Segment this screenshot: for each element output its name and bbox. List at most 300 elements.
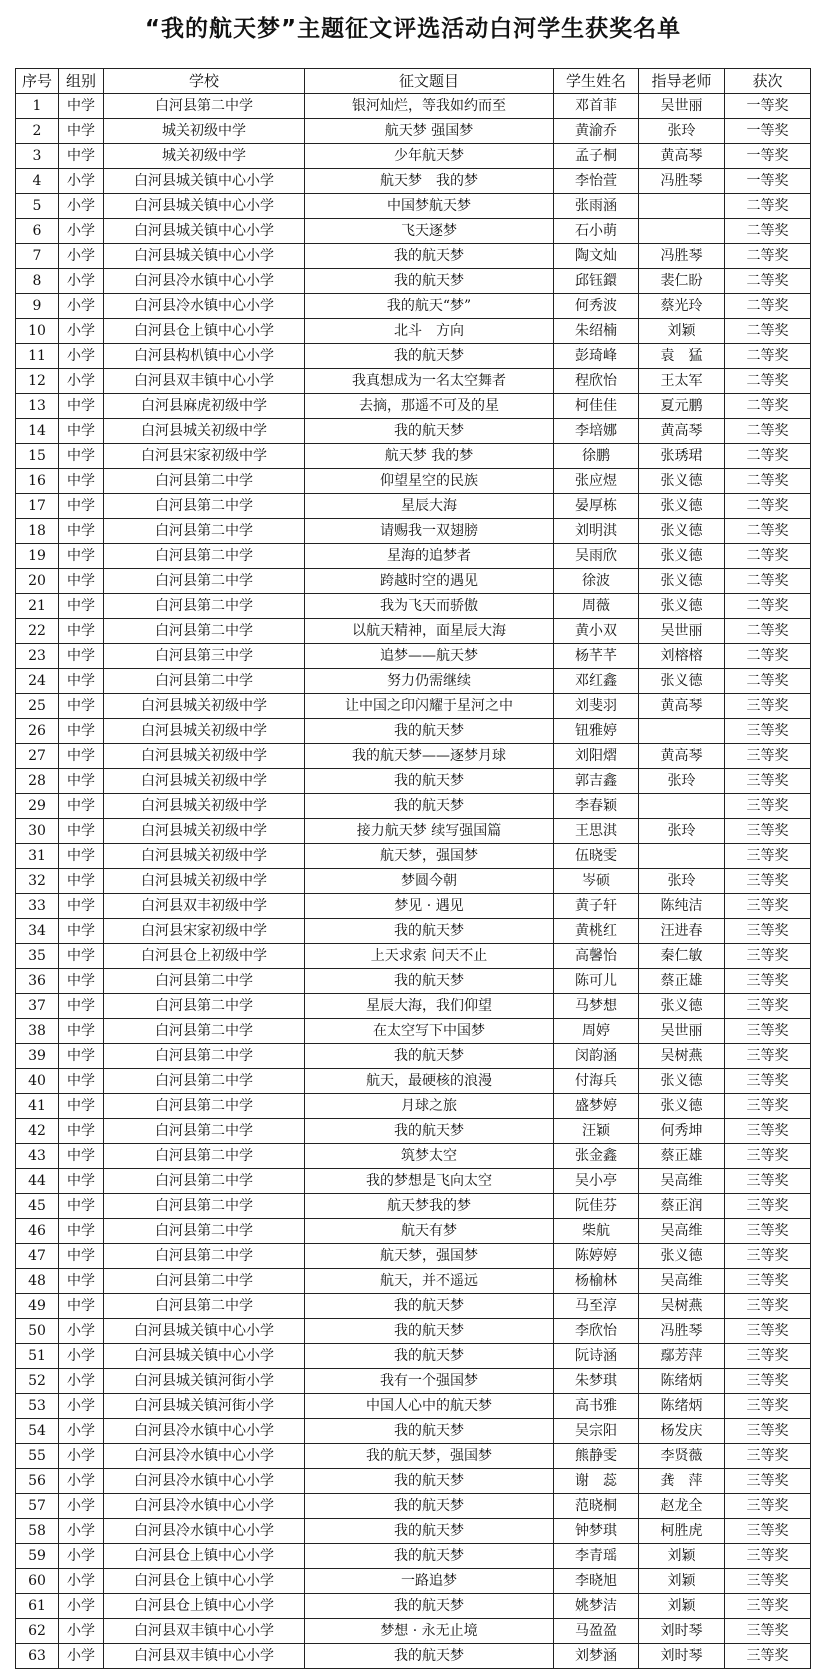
cell-serial-number: 27 (16, 744, 59, 769)
cell-essay-title: 星海的追梦者 (305, 544, 554, 569)
cell-essay-title: 我的航天梦 (305, 1519, 554, 1544)
cell-teacher: 陈纯洁 (639, 894, 725, 919)
cell-student-name: 陈婷婷 (554, 1244, 639, 1269)
table-row (16, 244, 811, 269)
cell-serial-number: 49 (16, 1294, 59, 1319)
cell-serial-number: 46 (16, 1219, 59, 1244)
cell-award: 二等奖 (725, 394, 811, 419)
cell-teacher: 吴世丽 (639, 94, 725, 119)
cell-serial-number: 8 (16, 269, 59, 294)
cell-award: 二等奖 (725, 494, 811, 519)
cell-award: 三等奖 (725, 869, 811, 894)
cell-award: 三等奖 (725, 1244, 811, 1269)
cell-student-name: 周薇 (554, 594, 639, 619)
cell-serial-number: 51 (16, 1344, 59, 1369)
cell-teacher: 吴世丽 (639, 1019, 725, 1044)
cell-student-name: 吴雨欣 (554, 544, 639, 569)
table-row (16, 144, 811, 169)
cell-student-name: 何秀波 (554, 294, 639, 319)
table-row (16, 594, 811, 619)
cell-essay-title: 我为飞天而骄傲 (305, 594, 554, 619)
cell-essay-title: 我的航天“梦” (305, 294, 554, 319)
cell-teacher: 张义德 (639, 494, 725, 519)
cell-award: 二等奖 (725, 519, 811, 544)
cell-group: 中学 (59, 1194, 104, 1219)
table-row (16, 994, 811, 1019)
cell-group: 小学 (59, 1344, 104, 1369)
cell-school: 白河县城关初级中学 (104, 819, 305, 844)
cell-award: 二等奖 (725, 469, 811, 494)
cell-group: 小学 (59, 219, 104, 244)
cell-award: 三等奖 (725, 1369, 811, 1394)
table-row (16, 269, 811, 294)
cell-group: 中学 (59, 794, 104, 819)
cell-serial-number: 32 (16, 869, 59, 894)
cell-essay-title: 我真想成为一名太空舞者 (305, 369, 554, 394)
cell-student-name: 黄渝乔 (554, 119, 639, 144)
cell-group: 中学 (59, 1219, 104, 1244)
cell-essay-title: 我的航天梦 (305, 1594, 554, 1619)
cell-school: 白河县第二中学 (104, 1019, 305, 1044)
cell-group: 小学 (59, 1519, 104, 1544)
cell-serial-number: 43 (16, 1144, 59, 1169)
cell-teacher: 鄢芳萍 (639, 1344, 725, 1369)
cell-award: 三等奖 (725, 1294, 811, 1319)
cell-essay-title: 航天有梦 (305, 1219, 554, 1244)
cell-student-name: 周婷 (554, 1019, 639, 1044)
cell-student-name: 闵韵涵 (554, 1044, 639, 1069)
cell-teacher (639, 194, 725, 219)
cell-award: 一等奖 (725, 169, 811, 194)
cell-group: 中学 (59, 744, 104, 769)
cell-serial-number: 57 (16, 1494, 59, 1519)
cell-school: 白河县第二中学 (104, 544, 305, 569)
cell-group: 中学 (59, 1094, 104, 1119)
cell-student-name: 陶文灿 (554, 244, 639, 269)
cell-essay-title: 接力航天梦 续写强国篇 (305, 819, 554, 844)
cell-teacher: 张义德 (639, 519, 725, 544)
cell-student-name: 黄桃红 (554, 919, 639, 944)
cell-student-name: 岑硕 (554, 869, 639, 894)
table-row (16, 1169, 811, 1194)
cell-serial-number: 26 (16, 719, 59, 744)
cell-group: 小学 (59, 1494, 104, 1519)
cell-award: 三等奖 (725, 1419, 811, 1444)
cell-group: 中学 (59, 719, 104, 744)
award-list-table (15, 68, 811, 1669)
cell-school: 白河县第二中学 (104, 469, 305, 494)
cell-teacher: 杨发庆 (639, 1419, 725, 1444)
cell-student-name: 吴小亭 (554, 1169, 639, 1194)
cell-serial-number: 13 (16, 394, 59, 419)
table-row (16, 544, 811, 569)
table-row (16, 344, 811, 369)
cell-school: 白河县第二中学 (104, 1069, 305, 1094)
cell-serial-number: 42 (16, 1119, 59, 1144)
cell-serial-number: 3 (16, 144, 59, 169)
cell-group: 小学 (59, 1419, 104, 1444)
cell-teacher: 吴高维 (639, 1169, 725, 1194)
header-student-name: 学生姓名 (554, 69, 639, 94)
cell-group: 中学 (59, 469, 104, 494)
cell-essay-title: 银河灿烂，等我如约而至 (305, 94, 554, 119)
cell-group: 中学 (59, 769, 104, 794)
cell-serial-number: 37 (16, 994, 59, 1019)
cell-award: 二等奖 (725, 444, 811, 469)
cell-serial-number: 41 (16, 1094, 59, 1119)
cell-essay-title: 我的航天梦 (305, 1494, 554, 1519)
cell-group: 中学 (59, 544, 104, 569)
cell-serial-number: 31 (16, 844, 59, 869)
table-row (16, 1569, 811, 1594)
cell-school: 白河县城关初级中学 (104, 844, 305, 869)
cell-school: 白河县宋家初级中学 (104, 444, 305, 469)
cell-teacher: 黄高琴 (639, 419, 725, 444)
cell-school: 白河县第二中学 (104, 519, 305, 544)
cell-award: 三等奖 (725, 1619, 811, 1644)
cell-student-name: 张金鑫 (554, 1144, 639, 1169)
cell-essay-title: 我的航天梦 (305, 1644, 554, 1669)
cell-student-name: 晏厚栋 (554, 494, 639, 519)
cell-school: 白河县第二中学 (104, 1044, 305, 1069)
cell-essay-title: 上天求索 问天不止 (305, 944, 554, 969)
cell-school: 白河县城关镇中心小学 (104, 169, 305, 194)
table-body (16, 94, 811, 1669)
cell-award: 三等奖 (725, 1444, 811, 1469)
cell-teacher: 张玲 (639, 119, 725, 144)
table-row (16, 1019, 811, 1044)
cell-school: 白河县城关镇中心小学 (104, 244, 305, 269)
cell-essay-title: 我的航天梦 (305, 1544, 554, 1569)
cell-award: 三等奖 (725, 944, 811, 969)
cell-teacher: 刘榕榕 (639, 644, 725, 669)
cell-award: 三等奖 (725, 1469, 811, 1494)
cell-award: 一等奖 (725, 94, 811, 119)
cell-school: 白河县城关镇中心小学 (104, 1319, 305, 1344)
cell-group: 小学 (59, 1469, 104, 1494)
cell-student-name: 马至淳 (554, 1294, 639, 1319)
cell-school: 白河县城关初级中学 (104, 694, 305, 719)
table-row (16, 1069, 811, 1094)
cell-award: 三等奖 (725, 1394, 811, 1419)
cell-group: 中学 (59, 1269, 104, 1294)
cell-award: 三等奖 (725, 1519, 811, 1544)
cell-student-name: 马盈盈 (554, 1619, 639, 1644)
cell-student-name: 阮佳芬 (554, 1194, 639, 1219)
cell-essay-title: 我的航天梦 (305, 769, 554, 794)
cell-group: 中学 (59, 944, 104, 969)
cell-award: 三等奖 (725, 744, 811, 769)
cell-school: 白河县第二中学 (104, 1169, 305, 1194)
cell-essay-title: 航天梦 强国梦 (305, 119, 554, 144)
cell-essay-title: 航天梦 我的梦 (305, 444, 554, 469)
cell-award: 二等奖 (725, 544, 811, 569)
cell-award: 三等奖 (725, 1494, 811, 1519)
cell-award: 二等奖 (725, 669, 811, 694)
cell-award: 三等奖 (725, 1094, 811, 1119)
cell-student-name: 张应煜 (554, 469, 639, 494)
cell-school: 白河县城关镇中心小学 (104, 194, 305, 219)
cell-student-name: 伍晓雯 (554, 844, 639, 869)
cell-group: 小学 (59, 369, 104, 394)
cell-award: 三等奖 (725, 1594, 811, 1619)
table-row (16, 294, 811, 319)
table-row (16, 1419, 811, 1444)
table-row (16, 1444, 811, 1469)
cell-serial-number: 60 (16, 1569, 59, 1594)
cell-serial-number: 19 (16, 544, 59, 569)
cell-serial-number: 23 (16, 644, 59, 669)
cell-teacher: 柯胜虎 (639, 1519, 725, 1544)
table-row (16, 519, 811, 544)
cell-student-name: 王思淇 (554, 819, 639, 844)
cell-school: 城关初级中学 (104, 144, 305, 169)
cell-teacher: 刘时琴 (639, 1644, 725, 1669)
table-row (16, 419, 811, 444)
cell-student-name: 李欣怡 (554, 1319, 639, 1344)
table-row (16, 569, 811, 594)
cell-essay-title: 梦圆今朝 (305, 869, 554, 894)
cell-group: 小学 (59, 1619, 104, 1644)
cell-group: 小学 (59, 319, 104, 344)
cell-serial-number: 14 (16, 419, 59, 444)
cell-award: 三等奖 (725, 994, 811, 1019)
cell-serial-number: 44 (16, 1169, 59, 1194)
cell-serial-number: 17 (16, 494, 59, 519)
cell-essay-title: 我的航天梦 (305, 344, 554, 369)
cell-student-name: 李青瑶 (554, 1544, 639, 1569)
cell-serial-number: 54 (16, 1419, 59, 1444)
table-row (16, 719, 811, 744)
cell-group: 小学 (59, 1394, 104, 1419)
cell-award: 三等奖 (725, 1219, 811, 1244)
table-row (16, 944, 811, 969)
cell-student-name: 柯佳佳 (554, 394, 639, 419)
cell-teacher: 张义德 (639, 1244, 725, 1269)
cell-student-name: 付海兵 (554, 1069, 639, 1094)
cell-serial-number: 36 (16, 969, 59, 994)
cell-student-name: 李怡萱 (554, 169, 639, 194)
cell-group: 中学 (59, 619, 104, 644)
cell-student-name: 李晓旭 (554, 1569, 639, 1594)
cell-student-name: 钟梦琪 (554, 1519, 639, 1544)
header-row (16, 69, 811, 94)
cell-school: 白河县第二中学 (104, 569, 305, 594)
cell-award: 三等奖 (725, 1044, 811, 1069)
cell-serial-number: 18 (16, 519, 59, 544)
cell-student-name: 石小萌 (554, 219, 639, 244)
header-award: 获次 (725, 69, 811, 94)
cell-teacher (639, 719, 725, 744)
cell-essay-title: 我的航天梦 (305, 719, 554, 744)
cell-essay-title: 航天梦 我的梦 (305, 169, 554, 194)
cell-award: 二等奖 (725, 269, 811, 294)
cell-serial-number: 34 (16, 919, 59, 944)
cell-student-name: 孟子桐 (554, 144, 639, 169)
cell-group: 中学 (59, 569, 104, 594)
table-row (16, 319, 811, 344)
cell-serial-number: 62 (16, 1619, 59, 1644)
cell-serial-number: 59 (16, 1544, 59, 1569)
cell-teacher: 吴世丽 (639, 619, 725, 644)
table-row (16, 1594, 811, 1619)
cell-award: 二等奖 (725, 419, 811, 444)
cell-award: 三等奖 (725, 1194, 811, 1219)
cell-group: 中学 (59, 869, 104, 894)
cell-teacher (639, 844, 725, 869)
table-row (16, 1644, 811, 1669)
cell-essay-title: 去摘，那遥不可及的星 (305, 394, 554, 419)
cell-student-name: 杨榆林 (554, 1269, 639, 1294)
cell-essay-title: 月球之旅 (305, 1094, 554, 1119)
cell-essay-title: 中国人心中的航天梦 (305, 1394, 554, 1419)
cell-school: 白河县双丰初级中学 (104, 894, 305, 919)
cell-essay-title: 航天，最硬核的浪漫 (305, 1069, 554, 1094)
cell-school: 白河县第二中学 (104, 1194, 305, 1219)
cell-essay-title: 我的航天梦 (305, 1319, 554, 1344)
cell-teacher: 汪进春 (639, 919, 725, 944)
cell-group: 中学 (59, 669, 104, 694)
cell-essay-title: 我的航天梦 (305, 1044, 554, 1069)
cell-serial-number: 9 (16, 294, 59, 319)
table-row (16, 94, 811, 119)
cell-serial-number: 10 (16, 319, 59, 344)
cell-school: 白河县第二中学 (104, 1119, 305, 1144)
cell-student-name: 黄小双 (554, 619, 639, 644)
cell-school: 白河县第二中学 (104, 1144, 305, 1169)
document-title: “我的航天梦”主题征文评选活动白河学生获奖名单 (144, 16, 682, 42)
cell-school: 白河县第三中学 (104, 644, 305, 669)
cell-group: 中学 (59, 419, 104, 444)
cell-student-name: 徐鹏 (554, 444, 639, 469)
cell-serial-number: 4 (16, 169, 59, 194)
table-row (16, 644, 811, 669)
table-row (16, 1219, 811, 1244)
cell-award: 三等奖 (725, 769, 811, 794)
cell-group: 中学 (59, 519, 104, 544)
cell-award: 三等奖 (725, 1344, 811, 1369)
cell-essay-title: 我的航天梦，强国梦 (305, 1444, 554, 1469)
cell-teacher: 蔡正润 (639, 1194, 725, 1219)
cell-award: 三等奖 (725, 794, 811, 819)
cell-school: 白河县冷水镇中心小学 (104, 1469, 305, 1494)
cell-award: 一等奖 (725, 119, 811, 144)
cell-serial-number: 15 (16, 444, 59, 469)
cell-school: 白河县第二中学 (104, 1269, 305, 1294)
cell-award: 三等奖 (725, 1169, 811, 1194)
table-row (16, 1319, 811, 1344)
cell-award: 三等奖 (725, 719, 811, 744)
cell-teacher: 张义德 (639, 469, 725, 494)
cell-school: 白河县城关初级中学 (104, 744, 305, 769)
cell-award: 二等奖 (725, 644, 811, 669)
cell-school: 城关初级中学 (104, 119, 305, 144)
cell-essay-title: 追梦——航天梦 (305, 644, 554, 669)
cell-school: 白河县第二中学 (104, 619, 305, 644)
cell-essay-title: 我的航天梦 (305, 1469, 554, 1494)
cell-teacher: 张义德 (639, 544, 725, 569)
cell-student-name: 刘阳熠 (554, 744, 639, 769)
cell-serial-number: 21 (16, 594, 59, 619)
cell-school: 白河县双丰镇中心小学 (104, 1644, 305, 1669)
cell-essay-title: 少年航天梦 (305, 144, 554, 169)
cell-school: 白河县仓上镇中心小学 (104, 1569, 305, 1594)
cell-teacher: 刘颖 (639, 1594, 725, 1619)
table-row (16, 619, 811, 644)
cell-teacher: 冯胜琴 (639, 244, 725, 269)
cell-student-name: 朱梦琪 (554, 1369, 639, 1394)
cell-school: 白河县冷水镇中心小学 (104, 269, 305, 294)
cell-teacher: 王太军 (639, 369, 725, 394)
cell-school: 白河县城关初级中学 (104, 769, 305, 794)
cell-school: 白河县仓上镇中心小学 (104, 1544, 305, 1569)
cell-school: 白河县仓上镇中心小学 (104, 1594, 305, 1619)
cell-student-name: 谢 蕊 (554, 1469, 639, 1494)
cell-essay-title: 我的梦想是飞向太空 (305, 1169, 554, 1194)
cell-teacher: 黄高琴 (639, 744, 725, 769)
cell-award: 三等奖 (725, 919, 811, 944)
cell-essay-title: 让中国之印闪耀于星河之中 (305, 694, 554, 719)
cell-teacher: 何秀坤 (639, 1119, 725, 1144)
cell-award: 二等奖 (725, 294, 811, 319)
cell-essay-title: 梦想 · 永无止境 (305, 1619, 554, 1644)
cell-student-name: 刘明淇 (554, 519, 639, 544)
cell-teacher: 陈绪炳 (639, 1369, 725, 1394)
table-row (16, 869, 811, 894)
cell-serial-number: 6 (16, 219, 59, 244)
cell-teacher: 袁 猛 (639, 344, 725, 369)
cell-award: 三等奖 (725, 1119, 811, 1144)
cell-group: 小学 (59, 194, 104, 219)
cell-teacher: 吴树燕 (639, 1044, 725, 1069)
cell-teacher: 蔡光玲 (639, 294, 725, 319)
cell-award: 二等奖 (725, 319, 811, 344)
cell-group: 小学 (59, 294, 104, 319)
cell-award: 三等奖 (725, 1569, 811, 1594)
cell-school: 白河县冷水镇中心小学 (104, 294, 305, 319)
cell-group: 中学 (59, 994, 104, 1019)
cell-school: 白河县仓上镇中心小学 (104, 319, 305, 344)
cell-serial-number: 53 (16, 1394, 59, 1419)
cell-student-name: 刘梦涵 (554, 1644, 639, 1669)
cell-serial-number: 7 (16, 244, 59, 269)
cell-serial-number: 33 (16, 894, 59, 919)
cell-student-name: 马梦想 (554, 994, 639, 1019)
cell-teacher: 吴树燕 (639, 1294, 725, 1319)
cell-serial-number: 56 (16, 1469, 59, 1494)
cell-group: 中学 (59, 594, 104, 619)
cell-school: 白河县第二中学 (104, 1294, 305, 1319)
cell-student-name: 汪颖 (554, 1119, 639, 1144)
cell-school: 白河县冷水镇中心小学 (104, 1419, 305, 1444)
cell-serial-number: 47 (16, 1244, 59, 1269)
cell-essay-title: 筑梦太空 (305, 1144, 554, 1169)
cell-serial-number: 39 (16, 1044, 59, 1069)
cell-student-name: 黄子轩 (554, 894, 639, 919)
cell-student-name: 盛梦婷 (554, 1094, 639, 1119)
cell-school: 白河县第二中学 (104, 594, 305, 619)
cell-school: 白河县第二中学 (104, 669, 305, 694)
cell-teacher: 刘颖 (639, 1569, 725, 1594)
table-row (16, 1519, 811, 1544)
cell-essay-title: 我的航天梦 (305, 1119, 554, 1144)
cell-school: 白河县第二中学 (104, 94, 305, 119)
cell-essay-title: 星辰大海，我们仰望 (305, 994, 554, 1019)
cell-essay-title: 中国梦航天梦 (305, 194, 554, 219)
cell-group: 中学 (59, 1044, 104, 1069)
table-row (16, 919, 811, 944)
cell-serial-number: 1 (16, 94, 59, 119)
